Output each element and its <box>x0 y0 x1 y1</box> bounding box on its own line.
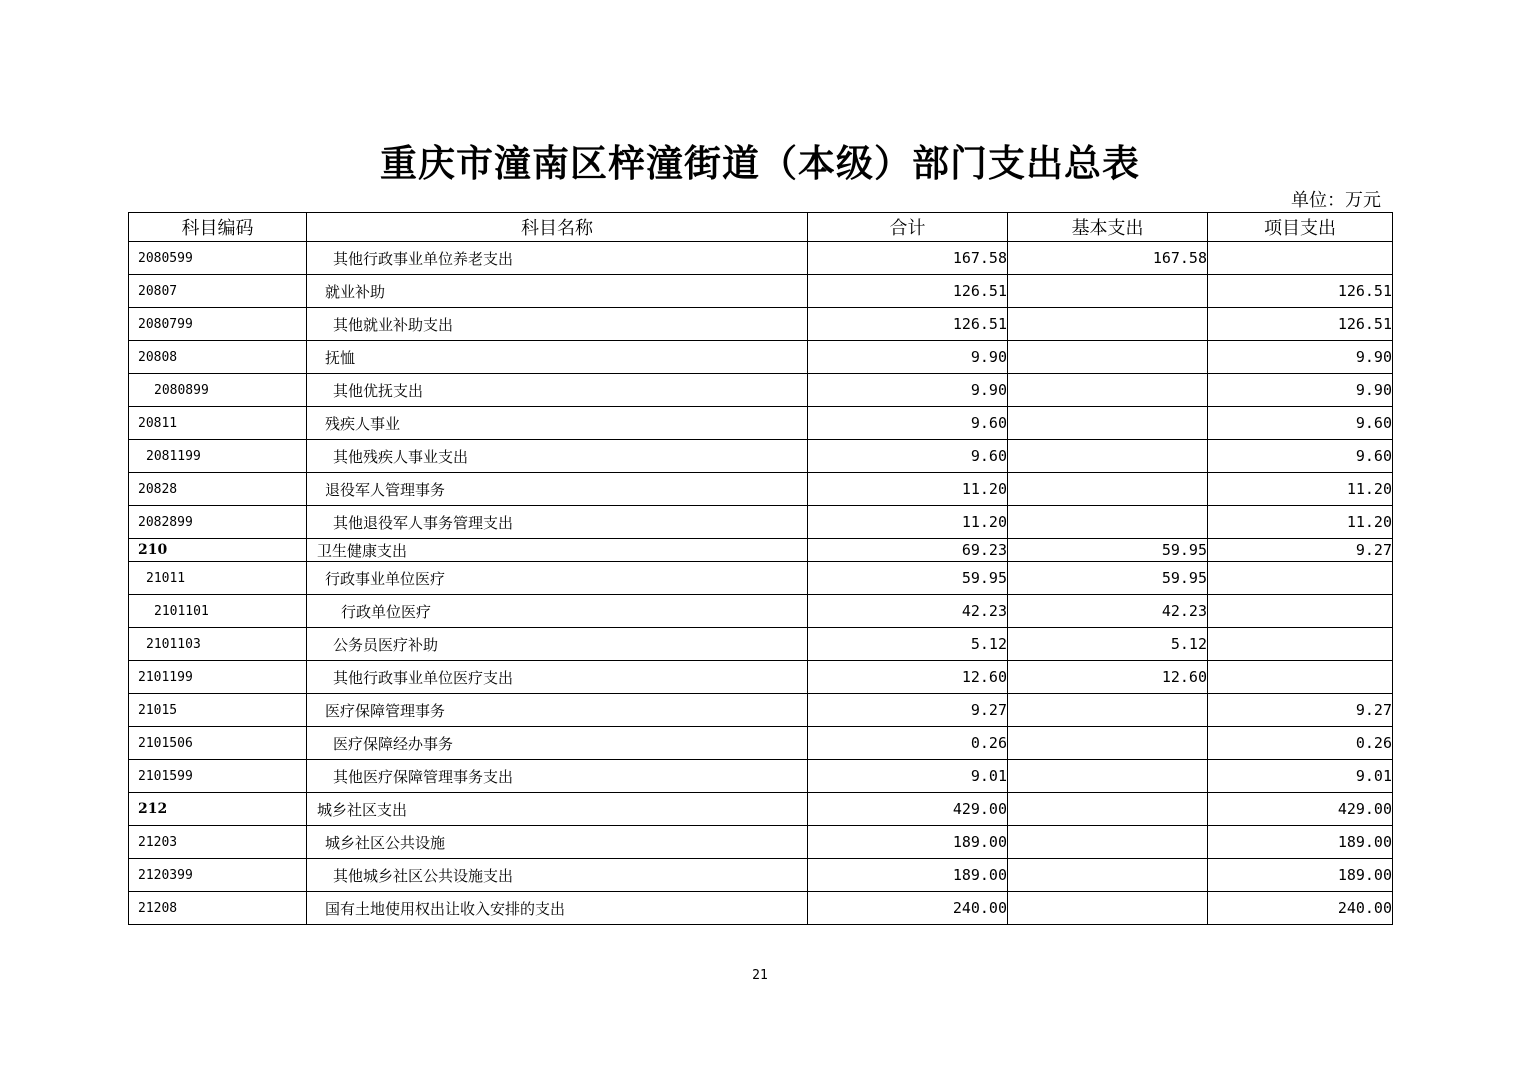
expenditure-table <box>128 212 1393 925</box>
project-expenditure-cell: 9.27 <box>1208 694 1393 727</box>
total-cell: 59.95 <box>808 562 1008 595</box>
project-expenditure-cell <box>1208 628 1393 661</box>
subject-name-cell: 国有土地使用权出让收入安排的支出 <box>307 892 808 925</box>
subject-name-cell: 卫生健康支出 <box>307 539 808 562</box>
project-expenditure-cell: 126.51 <box>1208 308 1393 341</box>
subject-code-cell: 21208 <box>129 892 307 925</box>
subject-code-cell: 212 <box>129 793 307 826</box>
subject-code-cell: 2101599 <box>129 760 307 793</box>
subject-name-cell: 残疾人事业 <box>307 407 808 440</box>
subject-code-cell: 2101199 <box>129 661 307 694</box>
project-expenditure-cell <box>1208 595 1393 628</box>
project-expenditure-cell: 0.26 <box>1208 727 1393 760</box>
header-subject-name: 科目名称 <box>307 213 808 242</box>
subject-name-cell: 其他医疗保障管理事务支出 <box>307 760 808 793</box>
project-expenditure-cell <box>1208 242 1393 275</box>
total-cell: 240.00 <box>808 892 1008 925</box>
total-cell: 0.26 <box>808 727 1008 760</box>
total-cell: 9.60 <box>808 407 1008 440</box>
table-row <box>129 727 1393 760</box>
subject-code-cell: 210 <box>129 539 307 562</box>
subject-code-cell: 20807 <box>129 275 307 308</box>
basic-expenditure-cell <box>1008 859 1208 892</box>
subject-code-cell: 20828 <box>129 473 307 506</box>
basic-expenditure-cell <box>1008 407 1208 440</box>
basic-expenditure-cell <box>1008 275 1208 308</box>
basic-expenditure-cell <box>1008 694 1208 727</box>
table-row <box>129 760 1393 793</box>
subject-name-cell: 行政事业单位医疗 <box>307 562 808 595</box>
project-expenditure-cell: 9.01 <box>1208 760 1393 793</box>
subject-name-cell: 公务员医疗补助 <box>307 628 808 661</box>
header-project-expenditure: 项目支出 <box>1208 213 1393 242</box>
subject-code-cell: 20811 <box>129 407 307 440</box>
project-expenditure-cell: 11.20 <box>1208 473 1393 506</box>
basic-expenditure-cell <box>1008 760 1208 793</box>
basic-expenditure-cell <box>1008 374 1208 407</box>
total-cell: 69.23 <box>808 539 1008 562</box>
total-cell: 12.60 <box>808 661 1008 694</box>
total-cell: 189.00 <box>808 826 1008 859</box>
total-cell: 5.12 <box>808 628 1008 661</box>
table-row <box>129 859 1393 892</box>
project-expenditure-cell: 126.51 <box>1208 275 1393 308</box>
subject-code-cell: 2101506 <box>129 727 307 760</box>
subject-name-cell: 其他就业补助支出 <box>307 308 808 341</box>
total-cell: 9.27 <box>808 694 1008 727</box>
table-row <box>129 341 1393 374</box>
project-expenditure-cell: 189.00 <box>1208 826 1393 859</box>
page-title: 重庆市潼南区梓潼街道（本级）部门支出总表 <box>380 141 1140 185</box>
project-expenditure-cell: 429.00 <box>1208 793 1393 826</box>
basic-expenditure-cell: 42.23 <box>1008 595 1208 628</box>
project-expenditure-cell <box>1208 661 1393 694</box>
subject-name-cell: 医疗保障管理事务 <box>307 694 808 727</box>
table-row <box>129 562 1393 595</box>
subject-code-cell: 2082899 <box>129 506 307 539</box>
subject-name-cell: 其他优抚支出 <box>307 374 808 407</box>
total-cell: 9.90 <box>808 341 1008 374</box>
project-expenditure-cell: 9.27 <box>1208 539 1393 562</box>
subject-code-cell: 20808 <box>129 341 307 374</box>
total-cell: 9.01 <box>808 760 1008 793</box>
basic-expenditure-cell <box>1008 308 1208 341</box>
basic-expenditure-cell <box>1008 440 1208 473</box>
basic-expenditure-cell: 59.95 <box>1008 539 1208 562</box>
basic-expenditure-cell <box>1008 473 1208 506</box>
total-cell: 429.00 <box>808 793 1008 826</box>
basic-expenditure-cell: 59.95 <box>1008 562 1208 595</box>
basic-expenditure-cell <box>1008 341 1208 374</box>
total-cell: 167.58 <box>808 242 1008 275</box>
total-cell: 189.00 <box>808 859 1008 892</box>
table-row <box>129 694 1393 727</box>
basic-expenditure-cell: 12.60 <box>1008 661 1208 694</box>
subject-code-cell: 21015 <box>129 694 307 727</box>
table-row <box>129 374 1393 407</box>
project-expenditure-cell: 9.60 <box>1208 407 1393 440</box>
subject-name-cell: 医疗保障经办事务 <box>307 727 808 760</box>
project-expenditure-cell: 9.90 <box>1208 341 1393 374</box>
project-expenditure-cell: 240.00 <box>1208 892 1393 925</box>
table-row <box>129 661 1393 694</box>
subject-code-cell: 21203 <box>129 826 307 859</box>
basic-expenditure-cell <box>1008 793 1208 826</box>
basic-expenditure-cell <box>1008 727 1208 760</box>
header-total: 合计 <box>808 213 1008 242</box>
subject-name-cell: 就业补助 <box>307 275 808 308</box>
table-row <box>129 793 1393 826</box>
subject-code-cell: 2080799 <box>129 308 307 341</box>
table-row <box>129 892 1393 925</box>
page-number: 21 <box>752 968 768 983</box>
table-row <box>129 407 1393 440</box>
header-subject-code: 科目编码 <box>129 213 307 242</box>
table-row <box>129 242 1393 275</box>
subject-code-cell: 2080899 <box>129 374 307 407</box>
unit-label: 单位：万元 <box>1291 190 1381 211</box>
project-expenditure-cell: 9.60 <box>1208 440 1393 473</box>
subject-name-cell: 其他残疾人事业支出 <box>307 440 808 473</box>
table-row <box>129 308 1393 341</box>
project-expenditure-cell: 9.90 <box>1208 374 1393 407</box>
subject-name-cell: 行政单位医疗 <box>307 595 808 628</box>
table-body <box>129 242 1393 925</box>
subject-code-cell: 2120399 <box>129 859 307 892</box>
basic-expenditure-cell <box>1008 826 1208 859</box>
table-header-row <box>129 213 1393 242</box>
table-row <box>129 826 1393 859</box>
subject-code-cell: 2101103 <box>129 628 307 661</box>
total-cell: 42.23 <box>808 595 1008 628</box>
subject-code-cell: 21011 <box>129 562 307 595</box>
subject-name-cell: 退役军人管理事务 <box>307 473 808 506</box>
table-row <box>129 628 1393 661</box>
basic-expenditure-cell <box>1008 506 1208 539</box>
subject-name-cell: 抚恤 <box>307 341 808 374</box>
basic-expenditure-cell: 167.58 <box>1008 242 1208 275</box>
total-cell: 9.60 <box>808 440 1008 473</box>
subject-name-cell: 城乡社区公共设施 <box>307 826 808 859</box>
project-expenditure-cell: 189.00 <box>1208 859 1393 892</box>
table-row <box>129 539 1393 562</box>
subject-code-cell: 2080599 <box>129 242 307 275</box>
table-row <box>129 506 1393 539</box>
project-expenditure-cell <box>1208 562 1393 595</box>
basic-expenditure-cell <box>1008 892 1208 925</box>
total-cell: 11.20 <box>808 506 1008 539</box>
project-expenditure-cell: 11.20 <box>1208 506 1393 539</box>
subject-code-cell: 2101101 <box>129 595 307 628</box>
subject-code-cell: 2081199 <box>129 440 307 473</box>
table-row <box>129 595 1393 628</box>
total-cell: 9.90 <box>808 374 1008 407</box>
table-row <box>129 473 1393 506</box>
subject-name-cell: 城乡社区支出 <box>307 793 808 826</box>
subject-name-cell: 其他城乡社区公共设施支出 <box>307 859 808 892</box>
total-cell: 11.20 <box>808 473 1008 506</box>
total-cell: 126.51 <box>808 308 1008 341</box>
basic-expenditure-cell: 5.12 <box>1008 628 1208 661</box>
total-cell: 126.51 <box>808 275 1008 308</box>
subject-name-cell: 其他退役军人事务管理支出 <box>307 506 808 539</box>
table-row <box>129 440 1393 473</box>
header-basic-expenditure: 基本支出 <box>1008 213 1208 242</box>
subject-name-cell: 其他行政事业单位医疗支出 <box>307 661 808 694</box>
subject-name-cell: 其他行政事业单位养老支出 <box>307 242 808 275</box>
table-row <box>129 275 1393 308</box>
